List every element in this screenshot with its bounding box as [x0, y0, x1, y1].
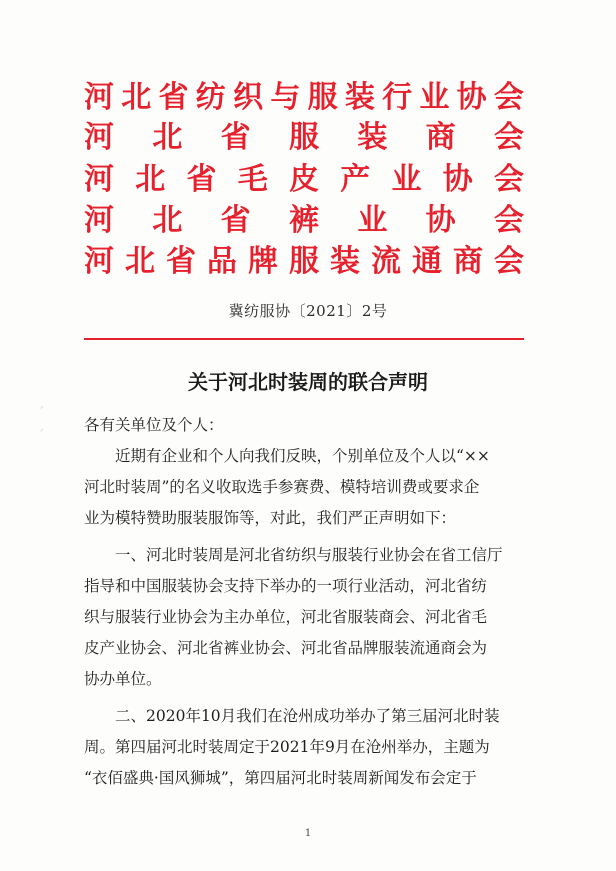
org-name-char: 北	[152, 120, 183, 155]
org-name-char: 品	[207, 244, 237, 279]
document-body	[84, 410, 516, 794]
org-name-char: 牌	[248, 244, 278, 279]
org-name-char: 皮	[289, 162, 319, 197]
scan-mark: ᐟ	[40, 428, 44, 438]
body-line: 近期有企业和个人向我们反映，个别单位及个人以“××	[115, 447, 490, 465]
org-name-char: 装	[344, 80, 375, 115]
org-name-char: 河	[84, 80, 114, 115]
org-name-char: 会	[494, 162, 524, 197]
org-name-char: 织	[233, 80, 264, 115]
org-name-char: 服	[307, 80, 338, 115]
org-name-char: 省	[166, 244, 196, 279]
body-line: 周。第四届河北时装周定于2021年9月在沧州举办，主题为	[84, 738, 490, 756]
body-line: “衣佰盛典·国风狮城”，第四届河北时装周新闻发布会定于	[84, 769, 477, 787]
org-name-char: 裤	[288, 203, 319, 238]
org-name-char: 河	[84, 203, 114, 238]
org-name-char: 业	[391, 162, 422, 197]
body-line: 一、河北时装周是河北省纺织与服装行业协会在省工信厅	[115, 546, 503, 564]
body-line: 织与服装行业协会为主办单位，河北省服装商会、河北省毛	[84, 608, 488, 626]
org-name-char: 省	[220, 120, 251, 155]
org-name-char: 会	[493, 203, 524, 238]
org-name-char: 省	[158, 80, 189, 115]
org-name-char: 北	[121, 80, 152, 115]
org-name-char: 产	[340, 162, 371, 197]
org-name-char: 会	[493, 120, 524, 155]
org-name-char: 协	[425, 203, 456, 238]
org-name-char: 毛	[237, 162, 268, 197]
org-name-char: 协	[456, 80, 487, 115]
org-name-char: 行	[382, 80, 413, 115]
body-line: 业为模特赞助服装服饰等，对此，我们严正声明如下：	[84, 509, 457, 527]
org-name-trousers-association	[84, 201, 524, 241]
org-name-char: 北	[125, 244, 155, 279]
org-name-char: 通	[412, 244, 442, 279]
red-divider-rule	[84, 338, 524, 340]
org-name-char: 服	[289, 244, 319, 279]
org-name-char: 业	[419, 80, 450, 115]
org-name-char: 省	[186, 162, 217, 197]
org-name-char: 协	[442, 162, 473, 197]
org-name-char: 服	[288, 120, 319, 155]
salutation: 各有关单位及个人：	[84, 416, 224, 434]
org-name-char: 业	[357, 203, 388, 238]
body-line: 河北时装周”的名义收取选手参赛费、模特培训费或要求企	[84, 478, 480, 496]
org-name-char: 商	[425, 120, 456, 155]
org-name-brand-apparel-chamber	[84, 242, 524, 282]
scan-mark: ᐟ	[40, 405, 44, 415]
org-name-char: 装	[357, 120, 388, 155]
org-name-char: 与	[270, 80, 301, 115]
document-number: 冀纺服协〔2021〕2号	[228, 302, 388, 320]
page-title: 关于河北时装周的联合声明	[188, 370, 428, 394]
org-name-char: 省	[220, 203, 251, 238]
org-name-char: 河	[84, 244, 114, 279]
page-number: 1	[304, 828, 312, 839]
body-line: 二、2020年10月我们在沧州成功举办了第三届河北时装	[115, 707, 500, 725]
body-line: 指导和中国服装协会支持下举办的一项行业活动，河北省纺	[84, 577, 488, 595]
org-name-char: 河	[84, 162, 114, 197]
org-name-char: 纺	[195, 80, 226, 115]
org-name-apparel-chamber	[84, 118, 524, 158]
org-name-char: 北	[135, 162, 166, 197]
org-name-char: 商	[453, 244, 483, 279]
body-line: 皮产业协会、河北省裤业协会、河北省品牌服装流通商会为	[84, 639, 488, 657]
org-name-char: 会	[493, 80, 524, 115]
org-name-fur-industry-association	[84, 160, 524, 200]
org-name-char: 流	[371, 244, 401, 279]
org-name-char: 装	[330, 244, 360, 279]
body-line: 协办单位。	[84, 670, 162, 688]
org-name-char: 河	[84, 120, 114, 155]
org-name-textile-apparel-association	[84, 78, 524, 118]
org-name-char: 北	[152, 203, 183, 238]
org-name-char: 会	[494, 244, 524, 279]
